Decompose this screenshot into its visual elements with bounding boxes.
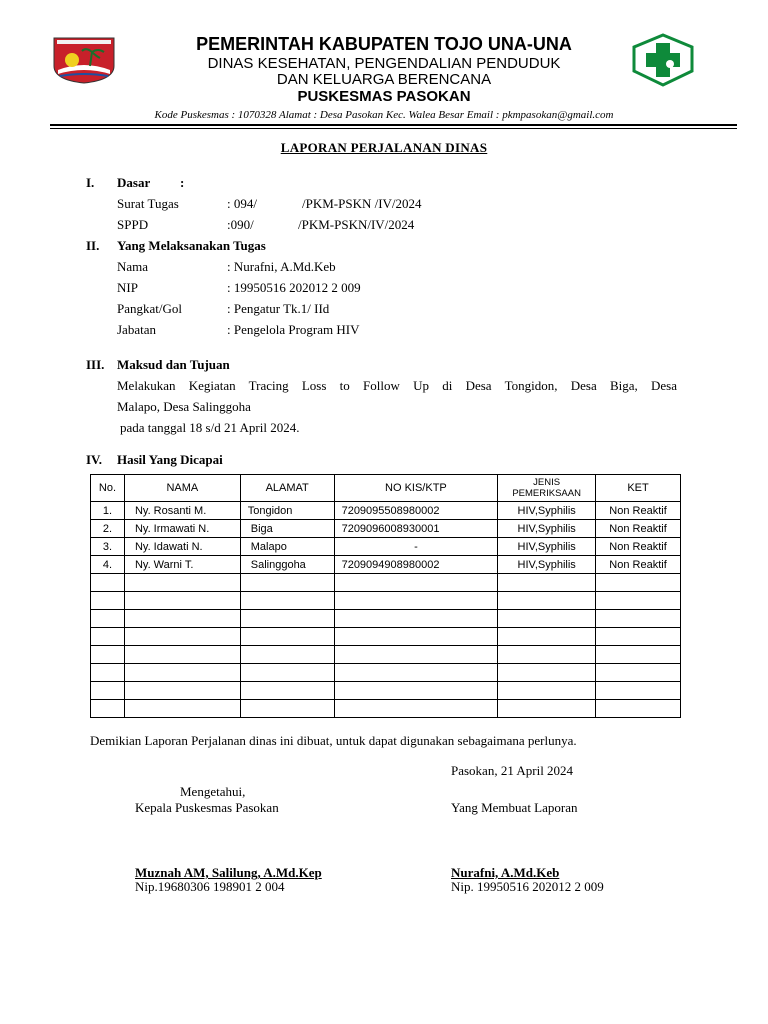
nama-label: Nama: [117, 259, 149, 274]
maksud-line2: Malapo, Desa Salinggoha: [117, 399, 251, 414]
cell-alamat: Salinggoha: [240, 556, 334, 574]
table-row: [91, 520, 681, 538]
empty-table-row: [91, 574, 681, 592]
header-department-line2: DAN KELUARGA BERENCANA: [276, 71, 492, 88]
cell-no-kis-ktp: 7209095508980002: [334, 502, 498, 520]
surat-tugas-code: /PKM-PSKN /IV/2024: [302, 196, 422, 211]
empty-table-row: [91, 646, 681, 664]
header-department-line1: DINAS KESEHATAN, PENGENDALIAN PENDUDUK: [207, 55, 561, 72]
sppd-code: /PKM-PSKN/IV/2024: [298, 217, 415, 232]
document-title: LAPORAN PERJALANAN DINAS: [280, 140, 488, 155]
table-row: [91, 502, 681, 520]
col-jenis-line1: JENIS: [533, 477, 561, 488]
section-3-heading: Maksud dan Tujuan: [117, 357, 230, 372]
table-row: [91, 556, 681, 574]
cell-pemeriksaan: HIV,Syphilis: [498, 556, 596, 574]
section-1-colon: :: [180, 175, 185, 190]
cell-no-kis-ktp: -: [334, 538, 498, 556]
pangkat-label: Pangkat/Gol: [117, 301, 182, 316]
section-4-heading: Hasil Yang Dicapai: [117, 452, 223, 467]
header-puskesmas: PUSKESMAS PASOKAN: [297, 88, 471, 105]
surat-tugas-value: : 094/: [227, 196, 257, 211]
col-no-kis-ktp: NO KIS/KTP: [334, 475, 498, 502]
cell-pemeriksaan: HIV,Syphilis: [498, 520, 596, 538]
cell-no: 4.: [91, 556, 125, 574]
nip-label: NIP: [117, 280, 138, 295]
cell-no: 1.: [91, 502, 125, 520]
section-4-number: IV.: [86, 452, 103, 467]
cell-alamat: Malapo: [240, 538, 334, 556]
sign-right-nip: Nip. 19950516 202012 2 009: [451, 879, 604, 894]
header-contact: Kode Puskesmas : 1070328 Alamat : Desa Pasokan Kec. Walea Besar Email : pkmpasokan@gmail.com: [154, 109, 614, 121]
cell-nama: Ny. Rosanti M.: [124, 502, 240, 520]
section-2-number: II.: [86, 238, 100, 253]
maksud-line3: pada tanggal 18 s/d 21 April 2024.: [120, 420, 300, 435]
cell-ket: Non Reaktif: [596, 556, 681, 574]
col-jenis-line2: PEMERIKSAAN: [512, 488, 581, 499]
sign-right-name: Nurafni, A.Md.Keb: [451, 865, 560, 880]
col-alamat: ALAMAT: [240, 475, 334, 502]
cell-no: 3.: [91, 538, 125, 556]
cell-nama: Ny. Irmawati N.: [124, 520, 240, 538]
jabatan-value: : Pengelola Program HIV: [227, 322, 360, 337]
nama-value: : Nurafni, A.Md.Keb: [227, 259, 336, 274]
nip-value: : 19950516 202012 2 009: [227, 280, 361, 295]
sppd-label: SPPD: [117, 217, 149, 232]
cell-nama: Ny. Idawati N.: [124, 538, 240, 556]
cell-nama: Ny. Warni T.: [124, 556, 240, 574]
section-2-heading: Yang Melaksanakan Tugas: [117, 238, 266, 253]
table-header-row: [91, 475, 681, 502]
closing-statement: Demikian Laporan Perjalanan dinas ini dibuat, untuk dapat digunakan sebagaimana perlunya.: [90, 733, 577, 748]
cell-ket: Non Reaktif: [596, 502, 681, 520]
header-rule-thin: [50, 128, 737, 129]
pangkat-value: : Pengatur Tk.1/ IId: [227, 301, 330, 316]
section-1-number: I.: [86, 175, 95, 190]
jabatan-label: Jabatan: [117, 322, 156, 337]
sign-left-line1: Mengetahui,: [180, 784, 246, 799]
empty-table-row: [91, 628, 681, 646]
sign-left-line2: Kepala Puskesmas Pasokan: [135, 800, 279, 815]
col-ket: KET: [596, 475, 681, 502]
col-no: No.: [91, 475, 125, 502]
cell-no-kis-ktp: 7209094908980002: [334, 556, 498, 574]
cell-ket: Non Reaktif: [596, 538, 681, 556]
cell-pemeriksaan: HIV,Syphilis: [498, 538, 596, 556]
cell-ket: Non Reaktif: [596, 520, 681, 538]
cell-no: 2.: [91, 520, 125, 538]
sign-left-name: Muznah AM, Salilung, A.Md.Kep: [135, 865, 322, 880]
col-nama: NAMA: [124, 475, 240, 502]
cell-alamat: Tongidon: [240, 502, 334, 520]
results-table: [90, 474, 681, 718]
col-jenis-pemeriksaan: [498, 475, 596, 502]
cell-no-kis-ktp: 7209096008930001: [334, 520, 498, 538]
header-government: PEMERINTAH KABUPATEN TOJO UNA-UNA: [196, 34, 572, 54]
empty-table-row: [91, 682, 681, 700]
sppd-value: :090/: [227, 217, 254, 232]
section-1-heading: Dasar: [117, 175, 151, 190]
table-row: [91, 538, 681, 556]
surat-tugas-label: Surat Tugas: [117, 196, 179, 211]
section-3-number: III.: [86, 357, 105, 372]
maksud-line1: Melakukan Kegiatan Tracing Loss to Follow Up di Desa Tongidon, Desa Biga, Desa: [117, 378, 677, 393]
header-rule-thick: [50, 124, 737, 126]
cell-alamat: Biga: [240, 520, 334, 538]
empty-table-row: [91, 664, 681, 682]
cell-pemeriksaan: HIV,Syphilis: [498, 502, 596, 520]
empty-table-row: [91, 610, 681, 628]
place-date: Pasokan, 21 April 2024: [451, 763, 574, 778]
empty-table-row: [91, 592, 681, 610]
sign-right-line1: Yang Membuat Laporan: [451, 800, 578, 815]
sign-left-nip: Nip.19680306 198901 2 004: [135, 879, 285, 894]
empty-table-row: [91, 700, 681, 718]
